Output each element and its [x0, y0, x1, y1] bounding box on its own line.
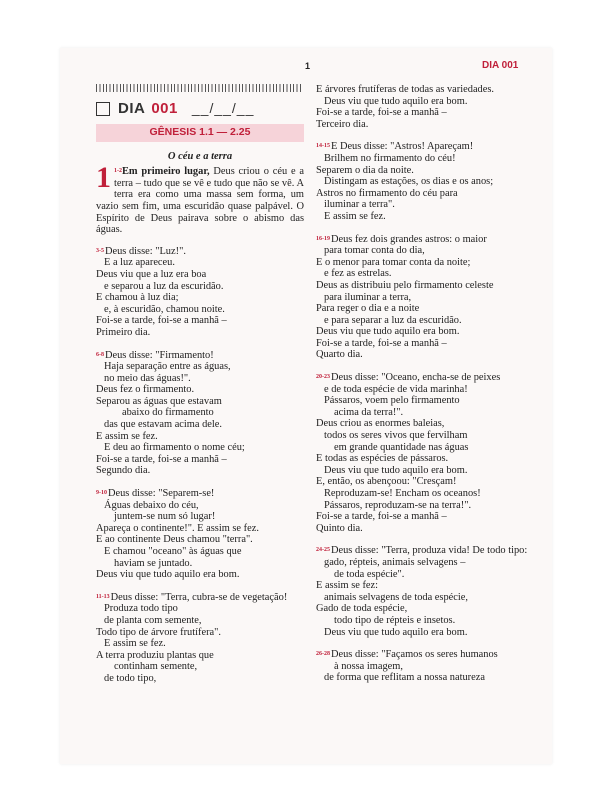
right-stanzas [316, 84, 534, 684]
verse-number: 11-13 [96, 593, 110, 600]
verse-number: 1-2 [114, 168, 122, 175]
running-day-label: DIA 001 [482, 60, 519, 71]
verse-line [96, 257, 304, 269]
verse-number: 24-25 [316, 547, 330, 554]
verse-text: E assim se fez. [104, 638, 166, 650]
verse-line [96, 442, 304, 454]
reading-reference: GÊNESIS 1.1 — 2.25 [96, 124, 304, 142]
verse-line [316, 372, 534, 384]
date-blanks: __/__/__ [191, 100, 255, 117]
verse-line [316, 569, 534, 581]
verse-text: Águas debaixo do céu, [104, 499, 199, 511]
verse-text: para tomar conta do dia, [324, 245, 425, 257]
verse-text: E árvores frutíferas de todas as variedades. [316, 84, 495, 95]
verse-stanza [96, 246, 304, 339]
verse-line [96, 465, 304, 477]
verse-line [316, 141, 534, 153]
verse-line [316, 465, 534, 477]
verse-text: gado, répteis, animais selvagens – [324, 556, 466, 568]
day-header [96, 102, 304, 116]
verse-line [316, 407, 534, 419]
verse-line [96, 361, 304, 373]
verse-text: para iluminar a terra, [324, 291, 412, 303]
verse-line [316, 338, 534, 350]
verse-line [316, 418, 534, 430]
verse-text: todo tipo de répteis e insetos. [334, 614, 456, 626]
verse-line [316, 476, 534, 488]
verse-line [316, 395, 534, 407]
day-checkbox[interactable] [96, 102, 110, 116]
verse-line [96, 396, 304, 408]
verse-line [316, 315, 534, 327]
verse-text: Deus fez o firmamento. [96, 384, 195, 396]
verse-line [96, 384, 304, 396]
verse-line [96, 269, 304, 281]
verse-line [316, 453, 534, 465]
verse-line [96, 350, 304, 362]
verse-number: 26-28 [316, 651, 330, 658]
verse-line [316, 199, 534, 211]
verse-text: iluminar a terra". [324, 199, 395, 211]
verse-line [316, 84, 534, 96]
verse-text: Separou as águas que estavam [96, 395, 222, 407]
left-column [96, 84, 304, 696]
verse-text: E Deus disse: "Astros! Apareçam! [331, 141, 474, 153]
verse-line [96, 523, 304, 535]
verse-text: Para reger o dia e a noite [316, 303, 420, 315]
verse-text: Deus viu que tudo aquilo era bom. [324, 464, 468, 476]
verse-line [316, 672, 534, 684]
verse-line [316, 153, 534, 165]
verse-line [316, 268, 534, 280]
verse-text: Deus as distribuiu pelo firmamento celeste [316, 279, 494, 291]
verse-text: à nossa imagem, [334, 660, 403, 672]
verse-text: Distingam as estações, os dias e os anos; [324, 176, 494, 188]
verse-text: Astros no firmamento do céu para [316, 187, 458, 199]
verse-text: Deus viu que tudo aquilo era bom. [324, 95, 468, 107]
verse-line [316, 557, 534, 569]
verse-text: Deus disse: "Terra, cubra-se de vegetação! [110, 591, 288, 603]
verse-number: 16-19 [316, 235, 330, 242]
verse-text: Quarto dia. [316, 349, 363, 361]
verse-text: em grande quantidade nas águas [334, 441, 469, 453]
verse-line [96, 419, 304, 431]
left-stanzas [96, 246, 304, 685]
verse-line [316, 119, 534, 131]
verse-text: juntem-se num só lugar! [114, 511, 216, 523]
verse-line [96, 615, 304, 627]
verse-line [96, 454, 304, 466]
section-title: O céu e a terra [167, 150, 233, 162]
verse-text: E assim se fez: [316, 580, 379, 592]
verse-line [96, 431, 304, 443]
verse-line [316, 257, 534, 269]
verse-text: Deus viu que tudo aquilo era bom. [96, 569, 240, 581]
verse-line [316, 96, 534, 108]
verse-line [316, 349, 534, 361]
verse-line [96, 304, 304, 316]
verse-text: Quinto dia. [316, 522, 363, 534]
verse-text: de forma que reflitam a nossa natureza [324, 672, 485, 684]
verse-text: abaixo do firmamento [122, 407, 214, 419]
verse-text: Brilhem no firmamento do céu! [324, 152, 456, 164]
verse-stanza [316, 649, 534, 684]
verse-text: Haja separação entre as águas, [104, 361, 231, 373]
verse-text: animais selvagens de toda espécie, [324, 591, 468, 603]
verse-number: 14-15 [316, 143, 330, 150]
verse-text: e de toda espécie de vida marinha! [324, 383, 468, 395]
verse-line [316, 592, 534, 604]
day-word: DIA [118, 100, 146, 118]
intro-text: Deus criou o céu e a terra – tudo que se vê e tudo que não se vê. A terra era como uma massa sem forma, um vazio sem fim, uma escuridão quase palpável. O Espírito de Deus pairava sobre o abismo das águas. [96, 166, 304, 236]
verse-text: Foi-se a tarde, foi-se a manhã – [96, 315, 227, 327]
verse-text: Deus disse: "Luz!". [105, 245, 186, 257]
verse-stanza [316, 84, 534, 130]
verse-line [96, 488, 304, 500]
verse-line [316, 211, 534, 223]
verse-stanza [316, 372, 534, 534]
intro-paragraph [96, 161, 304, 236]
verse-line [316, 488, 534, 500]
verse-text: Deus viu que tudo aquilo era bom. [316, 326, 460, 338]
verse-text: Foi-se a tarde, foi-se a manhã – [316, 107, 447, 119]
verse-line [96, 558, 304, 570]
verse-text: Pássaros, reproduzam-se na terra!". [324, 499, 472, 511]
verse-text: Gado de toda espécie, [316, 603, 408, 615]
verse-line [96, 603, 304, 615]
verse-text: Todo tipo de árvore frutífera". [96, 626, 221, 638]
verse-stanza [96, 350, 304, 478]
verse-line [316, 523, 534, 535]
verse-line [96, 511, 304, 523]
verse-line [316, 384, 534, 396]
verse-line [316, 234, 534, 246]
verse-line [96, 373, 304, 385]
verse-line [316, 245, 534, 257]
verse-text: continham semente, [114, 661, 198, 673]
verse-number: 20-23 [316, 374, 330, 381]
verse-line [316, 627, 534, 639]
verse-line [96, 246, 304, 258]
verse-line [316, 580, 534, 592]
verse-text: Foi-se a tarde, foi-se a manhã – [316, 337, 447, 349]
verse-text: das que estavam acima dele. [104, 419, 222, 431]
verse-text: E chamou "oceano" às águas que [104, 546, 242, 557]
verse-line [96, 500, 304, 512]
verse-text: Foi-se a tarde, foi-se a manhã – [316, 511, 447, 523]
tick-ruler [96, 84, 302, 92]
verse-text: E o menor para tomar conta da noite; [316, 256, 471, 268]
verse-line [316, 661, 534, 673]
verse-line [316, 603, 534, 615]
verse-line [96, 569, 304, 581]
verse-text: Apareça o continente!". E assim se fez. [96, 522, 259, 534]
verse-stanza [96, 592, 304, 685]
verse-line [316, 176, 534, 188]
verse-stanza [316, 141, 534, 222]
verse-line [96, 281, 304, 293]
verse-line [96, 638, 304, 650]
verse-line [96, 407, 304, 419]
verse-line [316, 280, 534, 292]
verse-text: Foi-se a tarde, foi-se a manhã – [96, 453, 227, 465]
verse-line [96, 292, 304, 304]
verse-line [96, 661, 304, 673]
verse-line [316, 292, 534, 304]
verse-line [316, 649, 534, 661]
verse-text: acima da terra!". [334, 406, 404, 418]
verse-line [316, 442, 534, 454]
verse-text: Deus disse: "Façamos os seres humanos [331, 649, 498, 661]
verse-text: de planta com semente, [104, 614, 202, 626]
chapter-dropcap: 1 [96, 161, 111, 195]
verse-text: E todas as espécies de pássaros. [316, 453, 449, 465]
verse-text: no meio das águas!". [104, 372, 191, 384]
verse-text: Deus fez dois grandes astros: o maior [331, 233, 487, 245]
verse-line [316, 188, 534, 200]
verse-line [96, 534, 304, 546]
intro-first-words: Em primeiro lugar, [122, 166, 210, 178]
verse-text: todos os seres vivos que fervilham [324, 430, 468, 442]
verse-line [96, 592, 304, 604]
verse-text: E assim se fez. [96, 430, 158, 442]
verse-text: Terceiro dia. [316, 118, 369, 130]
verse-text: A terra produziu plantas que [96, 649, 214, 661]
verse-line [96, 627, 304, 639]
verse-text: Produza todo tipo [104, 603, 178, 615]
verse-number: 9-10 [96, 490, 107, 497]
verse-text: Deus disse: "Firmamento! [105, 349, 214, 361]
verse-line [96, 315, 304, 327]
verse-line [96, 673, 304, 685]
verse-line [316, 165, 534, 177]
verse-text: Deus criou as enormes baleias, [316, 418, 445, 430]
verse-stanza [316, 234, 534, 362]
verse-line [316, 326, 534, 338]
verse-text: haviam se juntado. [114, 557, 193, 569]
verse-text: E assim se fez. [324, 210, 386, 222]
verse-line [316, 511, 534, 523]
verse-line [96, 327, 304, 339]
verse-text: e separou a luz da escuridão. [104, 280, 224, 292]
verse-line [96, 546, 304, 558]
verse-stanza [316, 545, 534, 638]
verse-text: Reproduzam-se! Encham os oceanos! [324, 488, 481, 499]
verse-text: Separem o dia da noite. [316, 164, 414, 176]
verse-number: 3-5 [96, 247, 104, 254]
verse-text: Deus disse: "Terra, produza vida! De todo tipo: [331, 545, 528, 557]
verse-text: e para separar a luz da escuridão. [324, 314, 462, 326]
verse-text: Primeiro dia. [96, 326, 151, 338]
verse-line [316, 615, 534, 627]
verse-text: Deus disse: "Oceano, encha-se de peixes [331, 372, 501, 384]
verse-text: Deus viu que tudo aquilo era bom. [324, 626, 468, 638]
verse-stanza [96, 488, 304, 581]
verse-text: E, então, os abençoou: "Cresçam! [316, 476, 457, 488]
verse-line [96, 650, 304, 662]
verse-line [316, 430, 534, 442]
verse-text: E a luz apareceu. [104, 257, 175, 269]
verse-text: e, à escuridão, chamou noite. [104, 303, 225, 315]
verse-text: de todo tipo, [104, 672, 157, 684]
verse-line [316, 303, 534, 315]
verse-line [316, 545, 534, 557]
verse-text: Deus viu que a luz era boa [96, 268, 207, 280]
verse-line [316, 107, 534, 119]
verse-text: de toda espécie". [334, 568, 405, 580]
verse-text: E ao continente Deus chamou "terra". [96, 534, 253, 546]
right-column [316, 84, 534, 695]
page-number: 1 [305, 61, 311, 71]
verse-text: Deus disse: "Separem-se! [108, 488, 215, 500]
day-number: 001 [151, 100, 178, 118]
verse-text: E chamou à luz dia; [96, 292, 179, 304]
verse-text: e fez as estrelas. [324, 268, 392, 280]
verse-text: E deu ao firmamento o nome céu; [104, 442, 245, 454]
verse-line [316, 500, 534, 512]
verse-number: 6-8 [96, 351, 104, 358]
verse-text: Segundo dia. [96, 465, 151, 477]
verse-text: Pássaros, voem pelo firmamento [324, 395, 460, 407]
